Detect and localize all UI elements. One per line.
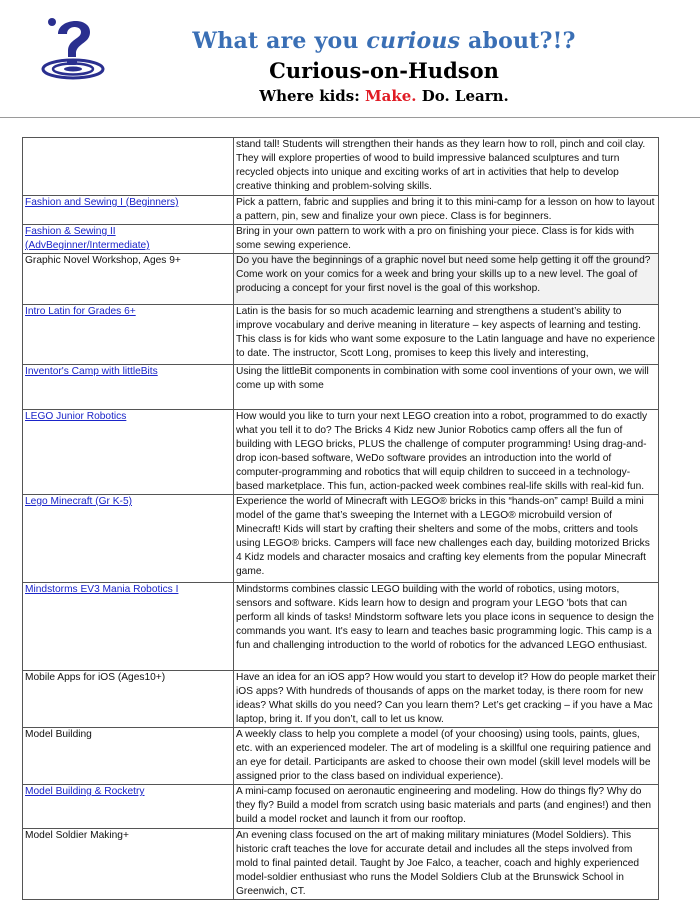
class-description: Experience the world of Minecraft with LEGO® bricks in this “hands-on” camp! Build a mini model of the game that’s sweeping the Internet with a LEGO® microbuild version of Minecraft! Kids will start by crafting their shelters and some of the mobs, critters and tools using LEGO® bricks. Campers will face new challenges each day, building motorized Bricks 4 Kidz models and character mosaics and crafting key elements from the popular Minecraft game.: [234, 495, 659, 583]
class-name-cell: [23, 583, 234, 671]
org-name: Curious-on-Hudson: [269, 58, 499, 83]
table-row: [23, 225, 659, 254]
class-name-cell: [23, 728, 234, 785]
class-description: Using the littleBit components in combination with some cool inventions of your own, we will come up with some: [234, 365, 659, 410]
class-name-cell: [23, 254, 234, 305]
page-header: [0, 0, 700, 112]
class-name-link[interactable]: Intro Latin for Grades 6+: [25, 306, 136, 317]
table-row: [23, 138, 659, 196]
class-name-label: Mobile Apps for iOS (Ages10+): [25, 672, 166, 683]
class-name-cell: [23, 225, 234, 254]
class-name-link[interactable]: Fashion and Sewing I (Beginners): [25, 197, 179, 208]
class-description: Pick a pattern, fabric and supplies and bring it to this mini-camp for a lesson on how to layout a pattern, pin, sew and finalize your own piece. Class is for beginners.: [234, 196, 659, 225]
class-description: Mindstorms combines classic LEGO building with the world of robotics, using motors, sensors and software. Kids learn how to design and program your LEGO 'bots that can perform all kinds of tasks! Mindstorm software lets you place icons in sequence to design the commands you want. It's easy to learn and teaches basic programming logic. This camp is a fun and challenging introduction to the world of robotics for the advanced LEGO enthusiast.: [234, 583, 659, 671]
headline-emphasis: curious: [366, 28, 461, 54]
class-name-cell: [23, 410, 234, 495]
class-name-cell: [23, 671, 234, 728]
class-name-label: Model Soldier Making+: [25, 830, 129, 841]
headline-post: about?!?: [460, 28, 576, 54]
class-description: How would you like to turn your next LEGO creation into a robot, programmed to do exactly what you tell it to do? The Bricks 4 Kidz new Junior Robotics camp offers all the fun of building with LEGO bricks, PLUS the challenge of computer programming! Using drag-and-drop icon-based software, WeDo software provides an introduction into the world of computer-programming and robotics that will equip children to succeed in a technology-based marketplace. This fun, action-packed week combines real-life skills with real-kid fun.: [234, 410, 659, 495]
class-description: Bring in your own pattern to work with a pro on finishing your piece. Class is for kids with some sewing experience.: [234, 225, 659, 254]
headline: [34, 28, 700, 54]
class-name-link[interactable]: Mindstorms EV3 Mania Robotics I: [25, 584, 179, 595]
class-description: Do you have the beginnings of a graphic novel but need some help getting it off the ground? Come work on your comics for a week and bring your skills up to a new level. The goal of producing a concept for your first novel is the goal of this workshop.: [234, 254, 659, 305]
class-name-cell: [23, 305, 234, 365]
class-name-link[interactable]: Inventor's Camp with littleBits: [25, 366, 158, 377]
class-name-cell: [23, 365, 234, 410]
slogan-post: Do. Learn.: [416, 87, 509, 105]
table-row: [23, 728, 659, 785]
class-name-cell: [23, 829, 234, 900]
class-description: Have an idea for an iOS app? How would you start to develop it? How do people market their iOS apps? With hundreds of thousands of apps on the market today, is there room for new ideas? What skills do you need? Can you learn them? Let’s get cracking – if you have a Mac laptop, bring it. If you don’t, call to let us know.: [234, 671, 659, 728]
slogan-pre: Where kids:: [259, 87, 365, 105]
table-row: [23, 196, 659, 225]
table-row: [23, 785, 659, 829]
table-row: [23, 305, 659, 365]
headline-pre: What are you: [192, 28, 367, 54]
table-row: [23, 410, 659, 495]
class-name-label: Model Building: [25, 729, 92, 740]
table-row: [23, 829, 659, 900]
class-description: stand tall! Students will strengthen their hands as they learn how to roll, pinch and coil clay. They will explore properties of wood to build impressive balanced sculptures and turn recycled objects into unique and exciting works of art in activities that help to develop creative thinking and problem-solving skills.: [234, 138, 659, 196]
class-name-cell: [23, 138, 234, 196]
table-row: [23, 495, 659, 583]
class-name-cell: [23, 785, 234, 829]
slogan: [34, 87, 700, 105]
class-description: A mini-camp focused on aeronautic engineering and modeling. How do things fly? Why do they fly? Build a model from scratch using basic materials and parts (and engines!) and then build a model rocket and launch it from our rooftop.: [234, 785, 659, 829]
class-name-cell: [23, 196, 234, 225]
class-description: A weekly class to help you complete a model (of your choosing) using tools, paints, glues, etc. with an experienced modeler. The art of modeling is a skillful one requiring patience and an eye for detail. Participants are asked to choose their own model (skill level models will be assigned prior to the class based on individual experience).: [234, 728, 659, 785]
table-row: [23, 365, 659, 410]
class-description: An evening class focused on the art of making military miniatures (Model Soldiers). This historic craft teaches the love for accurate detail and includes all the steps involved from mold to final painted detail. Taught by Joe Falco, a teacher, coach and highly experienced model-soldier enthusiast who runs the Model Soldiers Club at the Brunswick School in Greenwich, CT.: [234, 829, 659, 900]
class-name-link[interactable]: Lego Minecraft (Gr K-5): [25, 496, 133, 507]
class-table: [22, 137, 659, 900]
class-name-link[interactable]: Fashion & Sewing II (AdvBeginner/Intermediate): [25, 226, 150, 251]
class-name-link[interactable]: Model Building & Rocketry: [25, 786, 145, 797]
class-name-link[interactable]: LEGO Junior Robotics: [25, 411, 127, 422]
header-divider: [0, 117, 700, 118]
class-description: Latin is the basis for so much academic learning and strengthens a student’s ability to improve vocabulary and derive meaning in literature – key aspects of learning and testing. This class is for kids who want some exposure to the Latin language and have no experience to date. The instructor, Scott Long, promises to keep this lively and interesting,: [234, 305, 659, 365]
table-row: [23, 671, 659, 728]
table-row: [23, 583, 659, 671]
table-row: [23, 254, 659, 305]
class-name-cell: [23, 495, 234, 583]
class-name-label: Graphic Novel Workshop, Ages 9+: [25, 255, 181, 266]
slogan-make: Make.: [365, 87, 417, 105]
